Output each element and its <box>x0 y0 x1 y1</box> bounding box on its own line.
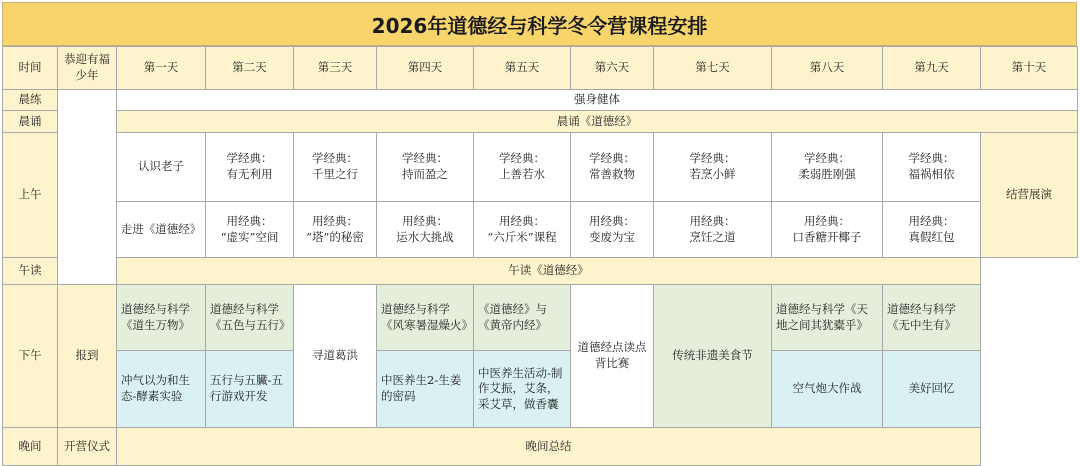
morning-learn-cell: 学经典： 常善救物 <box>571 133 654 202</box>
afternoon-d1-top: 道德经与科学《道生万物》 <box>117 285 206 351</box>
header-day-4: 第四天 <box>377 47 474 90</box>
afternoon-row-1 <box>3 285 1078 351</box>
header-day-1: 第一天 <box>117 47 206 90</box>
afternoon-d2-bottom: 五行与五臟-五行游戏开发 <box>206 351 294 428</box>
afternoon-blank-cell <box>981 285 1078 428</box>
morning-apply-cell: 用经典： 真假红包 <box>883 202 981 258</box>
afternoon-d9-bottom: 美好回忆 <box>883 351 981 428</box>
header-day-7: 第七天 <box>654 47 772 90</box>
afternoon-d1-bottom: 冲气以为和生态-酵素实验 <box>117 351 206 428</box>
header-time: 时间 <box>3 47 58 90</box>
dawn-row <box>3 90 1078 111</box>
evening-row <box>3 428 1078 466</box>
header-day-9: 第九天 <box>883 47 981 90</box>
morning-learn-cell: 学经典： 有无利用 <box>206 133 294 202</box>
noon-row <box>3 258 1078 285</box>
schedule-table <box>2 46 1078 466</box>
evening-content: 晚间总结 <box>117 428 981 466</box>
afternoon-d7: 传统非遗美食节 <box>654 285 772 428</box>
morning-learn-cell: 学经典： 若烹小鲜 <box>654 133 772 202</box>
afternoon-d4-bottom: 中医养生2-生姜的密码 <box>377 351 474 428</box>
morning-learn-cell: 认识老子 <box>117 133 206 202</box>
evening-label: 晚间 <box>3 428 58 466</box>
afternoon-d3: 寻道葛洪 <box>294 285 377 428</box>
morning-learn-cell: 学经典： 千里之行 <box>294 133 377 202</box>
opening-ceremony-cell: 开营仪式 <box>58 428 117 466</box>
afternoon-d8-bottom: 空气炮大作战 <box>772 351 883 428</box>
morning-learn-cell: 学经典： 福祸相依 <box>883 133 981 202</box>
morning-apply-cell: 用经典： “塔”的秘密 <box>294 202 377 258</box>
afternoon-row-2 <box>3 351 1078 428</box>
afternoon-d6: 道德经点读点背比赛 <box>571 285 654 428</box>
afternoon-d8-top: 道德经与科学《天地之间其犹橐乎》 <box>772 285 883 351</box>
header-day-6: 第六天 <box>571 47 654 90</box>
afternoon-label: 下午 <box>3 285 58 428</box>
register-cell: 报到 <box>58 285 117 428</box>
header-day-2: 第二天 <box>206 47 294 90</box>
afternoon-d5-bottom: 中医养生活动-制作艾振，艾条，采艾草，做香囊 <box>474 351 571 428</box>
noon-label: 午读 <box>3 258 58 285</box>
afternoon-d4-top: 道德经与科学《风寒暑湿燥火》 <box>377 285 474 351</box>
welcome-blank-cell <box>58 90 117 285</box>
dawn-label: 晨练 <box>3 90 58 111</box>
header-welcome: 恭迎有福少年 <box>58 47 117 90</box>
morning-apply-cell: 用经典： 烹饪之道 <box>654 202 772 258</box>
header-day-3: 第三天 <box>294 47 377 90</box>
morning-apply-cell: 用经典： “虚实”空间 <box>206 202 294 258</box>
morning-apply-cell: 用经典： “六斤米”课程 <box>474 202 571 258</box>
recite-row <box>3 111 1078 133</box>
header-row <box>3 47 1078 90</box>
morning-apply-cell: 用经典： 运水大挑战 <box>377 202 474 258</box>
closing-show-cell: 结营展演 <box>981 133 1078 258</box>
noon-blank-cell <box>981 258 1078 285</box>
morning-apply-row <box>3 202 1078 258</box>
afternoon-d2-top: 道德经与科学《五色与五行》 <box>206 285 294 351</box>
header-day-10: 第十天 <box>981 47 1078 90</box>
noon-content: 午读《道德经》 <box>117 258 981 285</box>
morning-learn-row <box>3 133 1078 202</box>
morning-label: 上午 <box>3 133 58 258</box>
recite-label: 晨诵 <box>3 111 58 133</box>
morning-apply-cell: 走进《道德经》 <box>117 202 206 258</box>
header-day-8: 第八天 <box>772 47 883 90</box>
morning-learn-cell: 学经典： 柔弱胜刚强 <box>772 133 883 202</box>
morning-apply-cell: 用经典： 口香糖开椰子 <box>772 202 883 258</box>
page-title: 2026年道德经与科学冬令营课程安排 <box>2 2 1077 46</box>
header-day-5: 第五天 <box>474 47 571 90</box>
evening-blank-cell <box>981 428 1078 466</box>
morning-learn-cell: 学经典： 上善若水 <box>474 133 571 202</box>
morning-apply-cell: 用经典： 变废为宝 <box>571 202 654 258</box>
dawn-content: 强身健体 <box>117 90 1078 111</box>
morning-learn-cell: 学经典： 持而盈之 <box>377 133 474 202</box>
recite-content: 晨诵《道德经》 <box>117 111 1078 133</box>
afternoon-d9-top: 道德经与科学《无中生有》 <box>883 285 981 351</box>
afternoon-d5-top: 《道德经》与《黄帝内经》 <box>474 285 571 351</box>
